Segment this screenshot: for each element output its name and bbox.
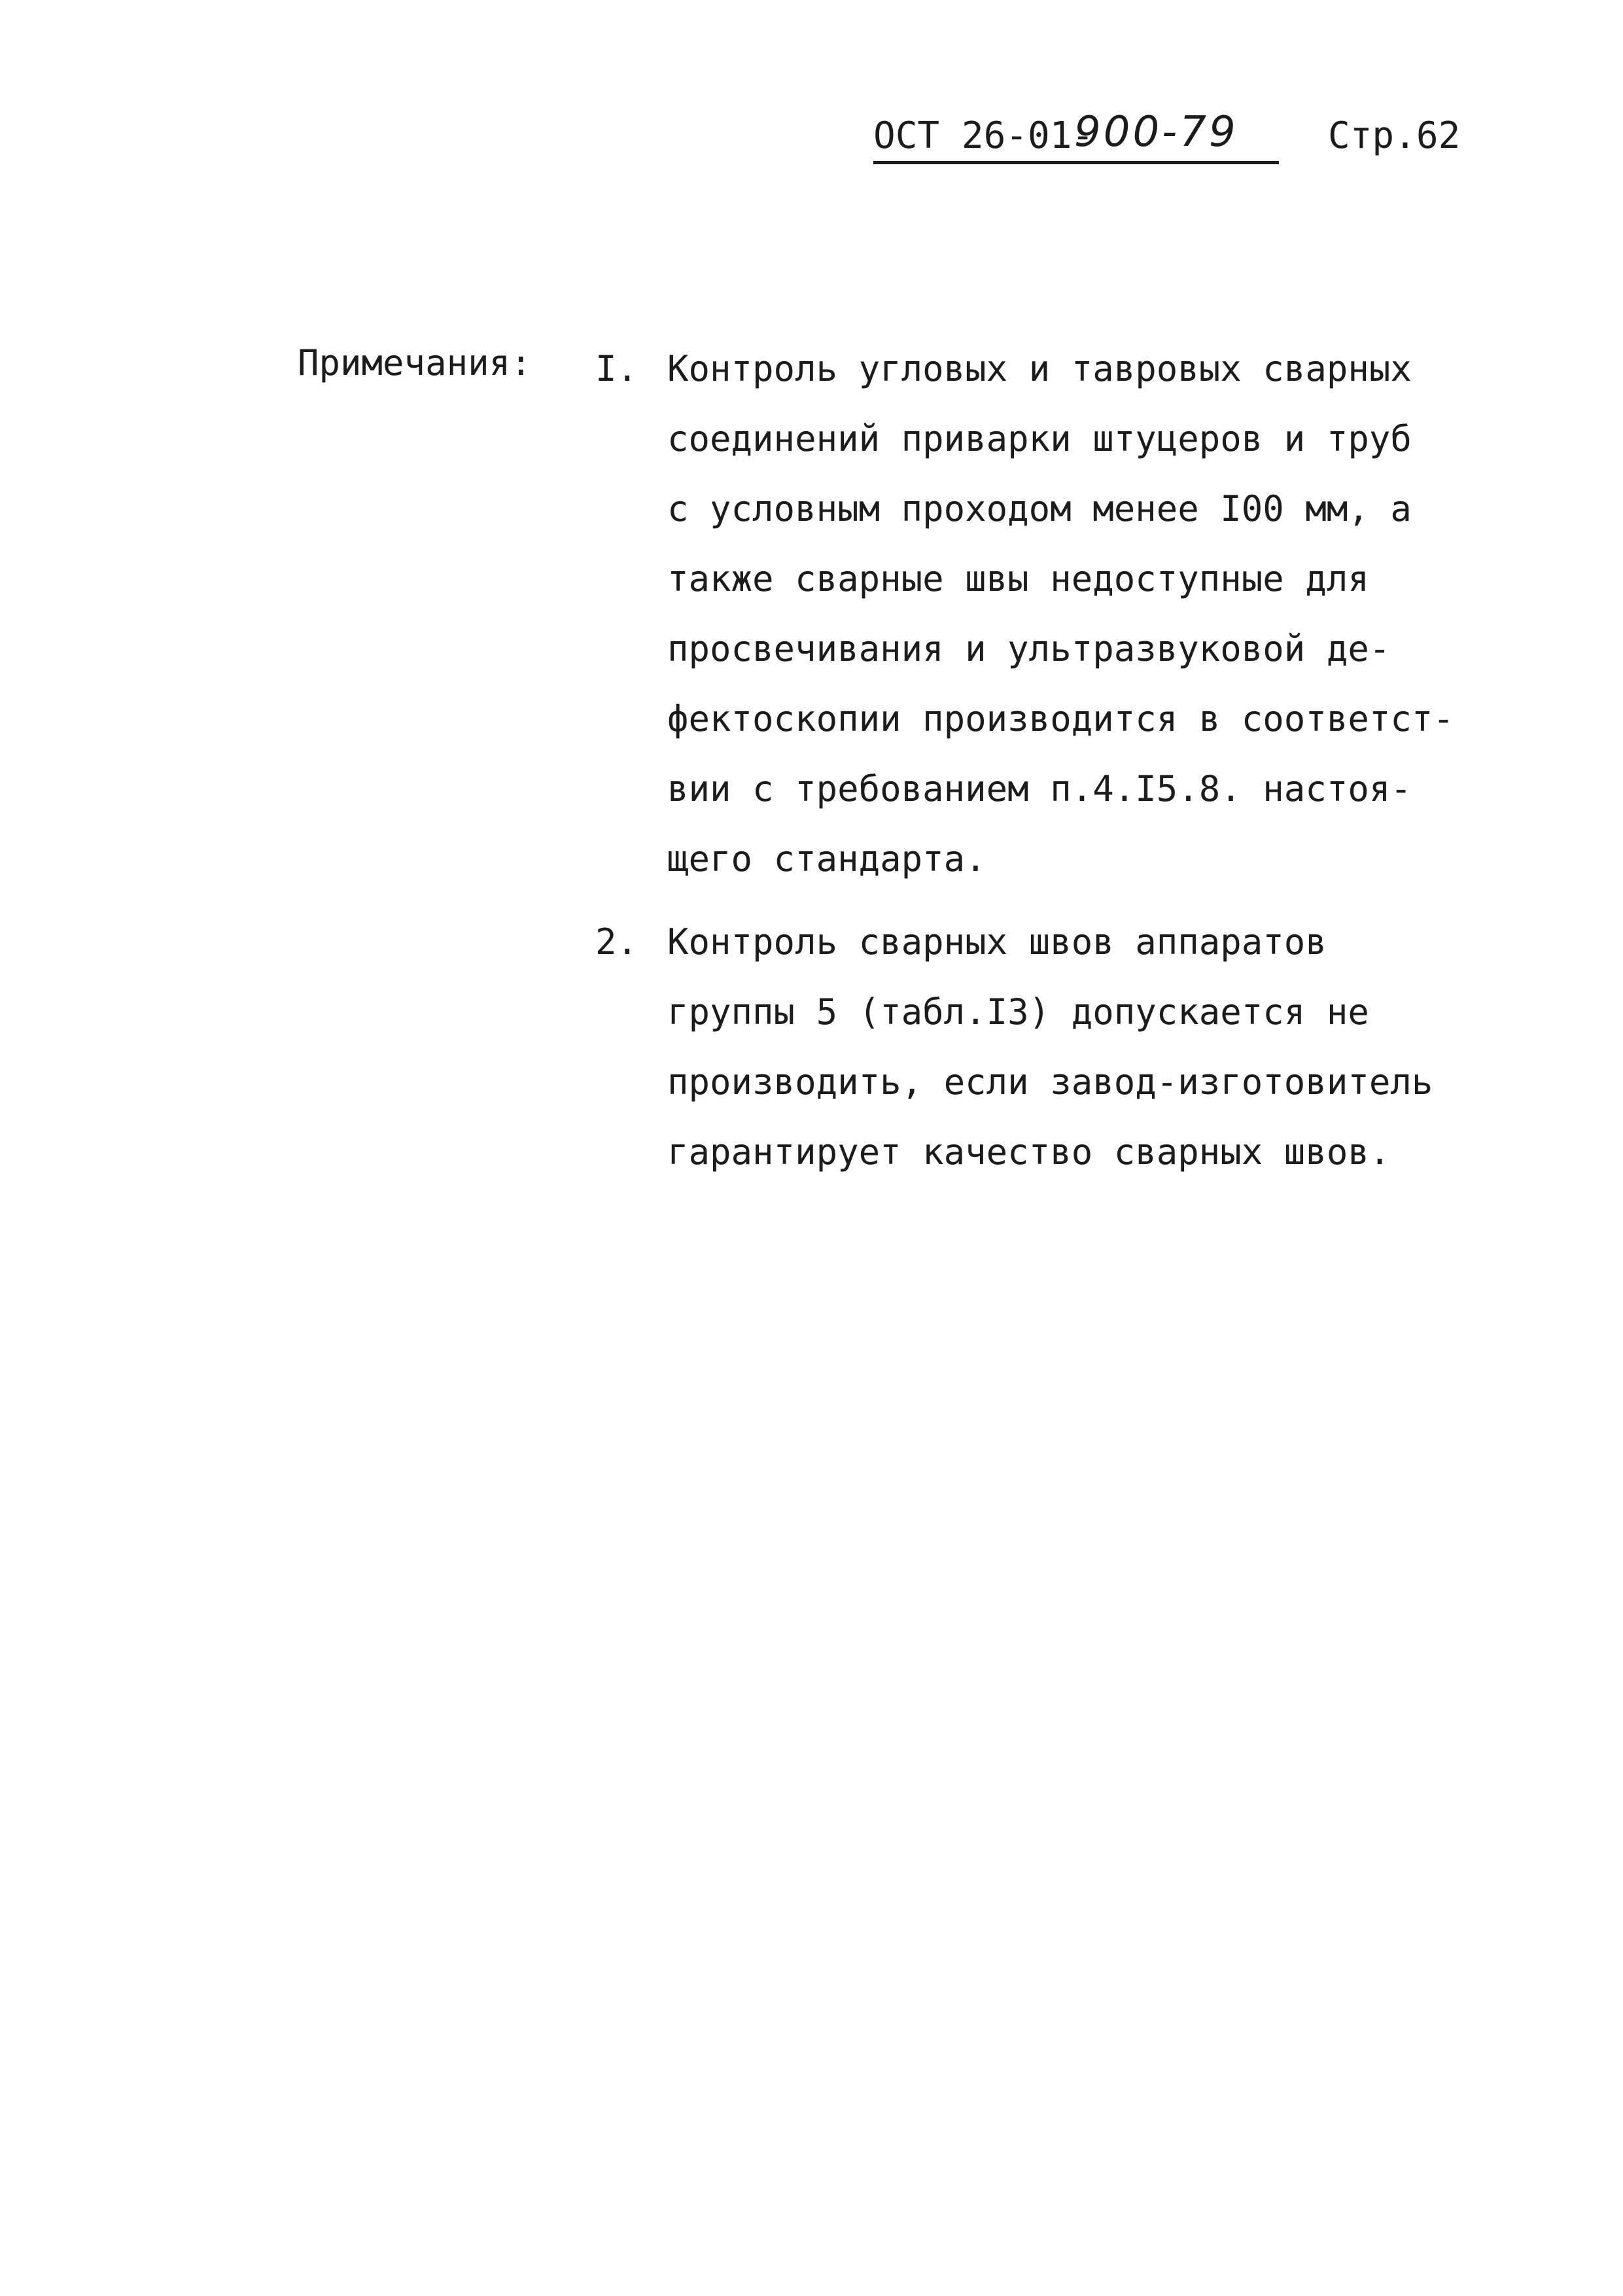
note-line: соединений приварки штуцеров и труб [667,418,1412,459]
notes-heading: Примечания: [298,342,532,383]
note-item [595,907,1537,1187]
page-number: Стр.62 [1328,115,1461,157]
note-line: Контроль сварных швов аппаратов [667,921,1327,963]
note-line: также сварные швы недоступные для [667,558,1369,599]
note-line: с условным проходом менее I00 мм, а [667,488,1412,529]
note-line: вии с требованием п.4.I5.8. настоя- [667,768,1412,809]
standard-code-prefix: ОСТ 26-01- [873,115,1094,157]
note-item [595,334,1537,894]
note-line: производить, если завод-изготовитель [667,1061,1433,1103]
note-line: Контроль угловых и тавровых сварных [667,348,1412,389]
note-line: гарантирует качество сварных швов. [667,1131,1391,1173]
note-line: просвечивания и ультразвуковой де- [667,628,1391,669]
note-line: группы 5 (табл.I3) допускается не [667,991,1369,1033]
note-line: щего стандарта. [667,838,986,879]
standard-number-handwritten: 900-79 [1074,108,1238,156]
header-underline [873,161,1279,164]
note-number: 2. [595,921,638,963]
note-number: I. [595,348,638,389]
note-line: фектоскопии производится в соответст- [667,698,1454,739]
document-header [873,110,1462,162]
